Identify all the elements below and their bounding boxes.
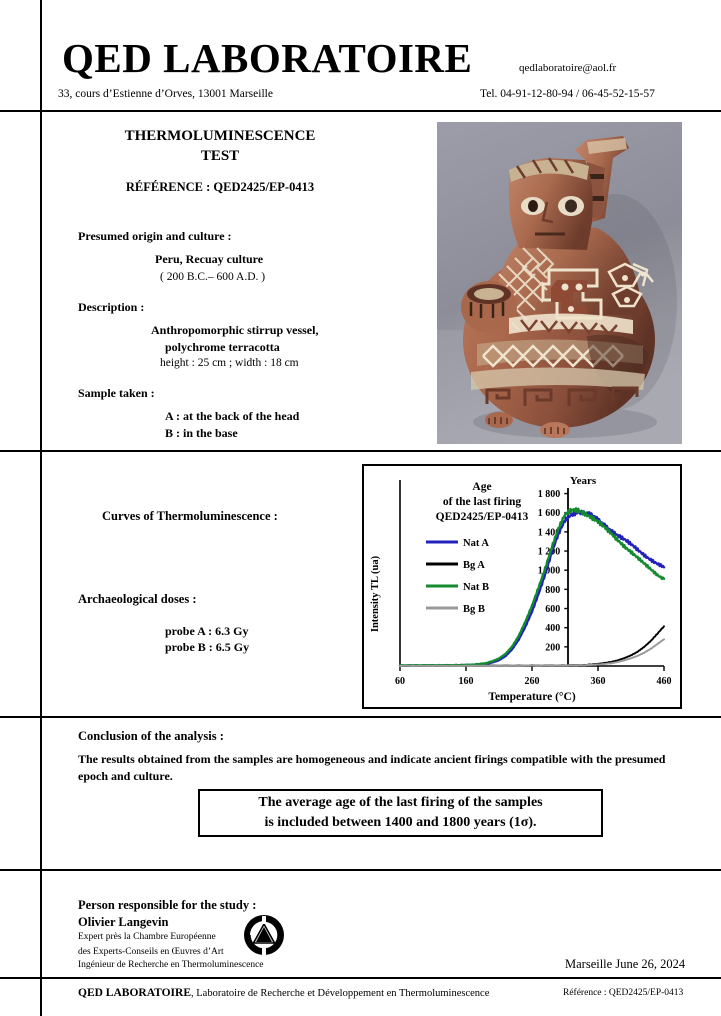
header-divider <box>0 110 721 112</box>
legend-label-nat-b: Nat B <box>463 582 489 593</box>
expert-seal-icon <box>243 914 285 956</box>
svg-text:260: 260 <box>524 676 540 687</box>
footer-brand-line <box>78 987 489 999</box>
svg-text:460: 460 <box>656 676 672 687</box>
svg-text:160: 160 <box>458 676 474 687</box>
average-age-line1: The average age of the last firing of the samples <box>258 795 543 811</box>
sample-b-value: B : in the base <box>165 426 238 440</box>
footer-tagline: , Laboratoire de Recherche et Développement en Thermoluminescence <box>191 988 490 999</box>
identity-section-divider <box>0 450 721 452</box>
svg-text:1 800: 1 800 <box>537 489 561 501</box>
page-title-line2: TEST <box>200 148 240 165</box>
place-and-date: Marseille June 26, 2024 <box>565 957 686 971</box>
origin-period: ( 200 B.C.– 600 A.D. ) <box>160 271 266 283</box>
footer-divider <box>0 977 721 979</box>
svg-text:600: 600 <box>545 604 561 616</box>
conclusion-heading: Conclusion of the analysis : <box>78 729 224 743</box>
average-age-box <box>198 789 603 837</box>
doses-label: Archaeological doses : <box>78 592 197 606</box>
svg-text:200: 200 <box>545 642 561 654</box>
dose-probe-b: probe B : 6.5 Gy <box>165 640 250 654</box>
chart-y-axis-label: Intensity TL (ua) <box>370 555 381 633</box>
svg-text:of the last firing: of the last firing <box>442 496 522 508</box>
left-vertical-rule <box>40 0 42 1016</box>
conclusion-section-divider <box>0 869 721 871</box>
svg-text:1 600: 1 600 <box>537 508 561 520</box>
svg-text:360: 360 <box>590 676 606 687</box>
svg-text:60: 60 <box>395 676 405 687</box>
dimensions-value: height : 25 cm ; width : 18 cm <box>160 357 299 369</box>
company-email: qedlaboratoire@aol.fr <box>519 62 617 74</box>
credentials-block <box>78 930 224 959</box>
responsible-block <box>78 897 256 931</box>
svg-text:1 400: 1 400 <box>537 527 561 539</box>
responsible-name: Olivier Langevin <box>78 914 169 929</box>
origin-label: Presumed origin and culture : <box>78 229 232 243</box>
description-line2: polychrome terracotta <box>165 340 280 354</box>
average-age-line2: is included between 1400 and 1800 years (1σ). <box>264 815 537 830</box>
page-title <box>60 126 380 167</box>
chart-canvas <box>364 466 680 707</box>
company-address: 33, cours d’Estienne d’Orves, 13001 Marseille <box>58 88 273 100</box>
sample-label: Sample taken : <box>78 386 155 400</box>
curves-label: Curves of Thermoluminescence : <box>102 509 278 523</box>
thermoluminescence-chart <box>362 464 682 709</box>
svg-text:1 200: 1 200 <box>537 546 561 558</box>
company-logo-title: QED LABORATOIRE <box>62 35 473 81</box>
chart-x-axis-label: Temperature (°C) <box>488 691 576 703</box>
svg-text:Age: Age <box>472 481 492 493</box>
description-line1: Anthropomorphic stirrup vessel, <box>151 323 319 337</box>
credential-line2: des Experts-Conseils en Œuvres d’Art <box>78 946 224 957</box>
analysis-section-divider <box>0 716 721 718</box>
origin-value: Peru, Recuay culture <box>155 252 264 266</box>
chart-years-axis-label: Years <box>569 475 597 487</box>
legend-label-bg-a: Bg A <box>463 560 485 571</box>
svg-text:800: 800 <box>545 584 561 596</box>
credential-line1: Expert près la Chambre Européenne <box>78 932 216 942</box>
legend-label-nat-a: Nat A <box>463 538 489 549</box>
footer-reference: Référence : QED2425/EP-0413 <box>563 988 684 998</box>
svg-text:400: 400 <box>545 623 561 635</box>
sample-a-value: A : at the back of the head <box>165 409 300 423</box>
description-label: Description : <box>78 300 145 314</box>
page-title-line1: THERMOLUMINESCENCE <box>124 128 316 144</box>
artifact-photograph <box>437 122 682 444</box>
company-phone: Tel. 04-91-12-80-94 / 06-45-52-15-57 <box>480 88 655 100</box>
legend-label-bg-b: Bg B <box>463 604 485 615</box>
dose-probe-a: probe A : 6.3 Gy <box>165 624 249 638</box>
credential-line3: Ingénieur de Recherche en Thermoluminescence <box>78 960 264 970</box>
svg-text:QED2425/EP-0413: QED2425/EP-0413 <box>435 511 529 523</box>
svg-text:1 000: 1 000 <box>537 565 561 577</box>
reference-heading: RÉFÉRENCE : QED2425/EP-0413 <box>125 180 315 194</box>
conclusion-body: The results obtained from the samples are homogeneous and indicate ancient firings compatible with the presumed epoch and culture. <box>78 752 666 784</box>
responsible-label: Person responsible for the study : <box>78 898 257 912</box>
footer-brand: QED LABORATOIRE <box>78 987 192 999</box>
